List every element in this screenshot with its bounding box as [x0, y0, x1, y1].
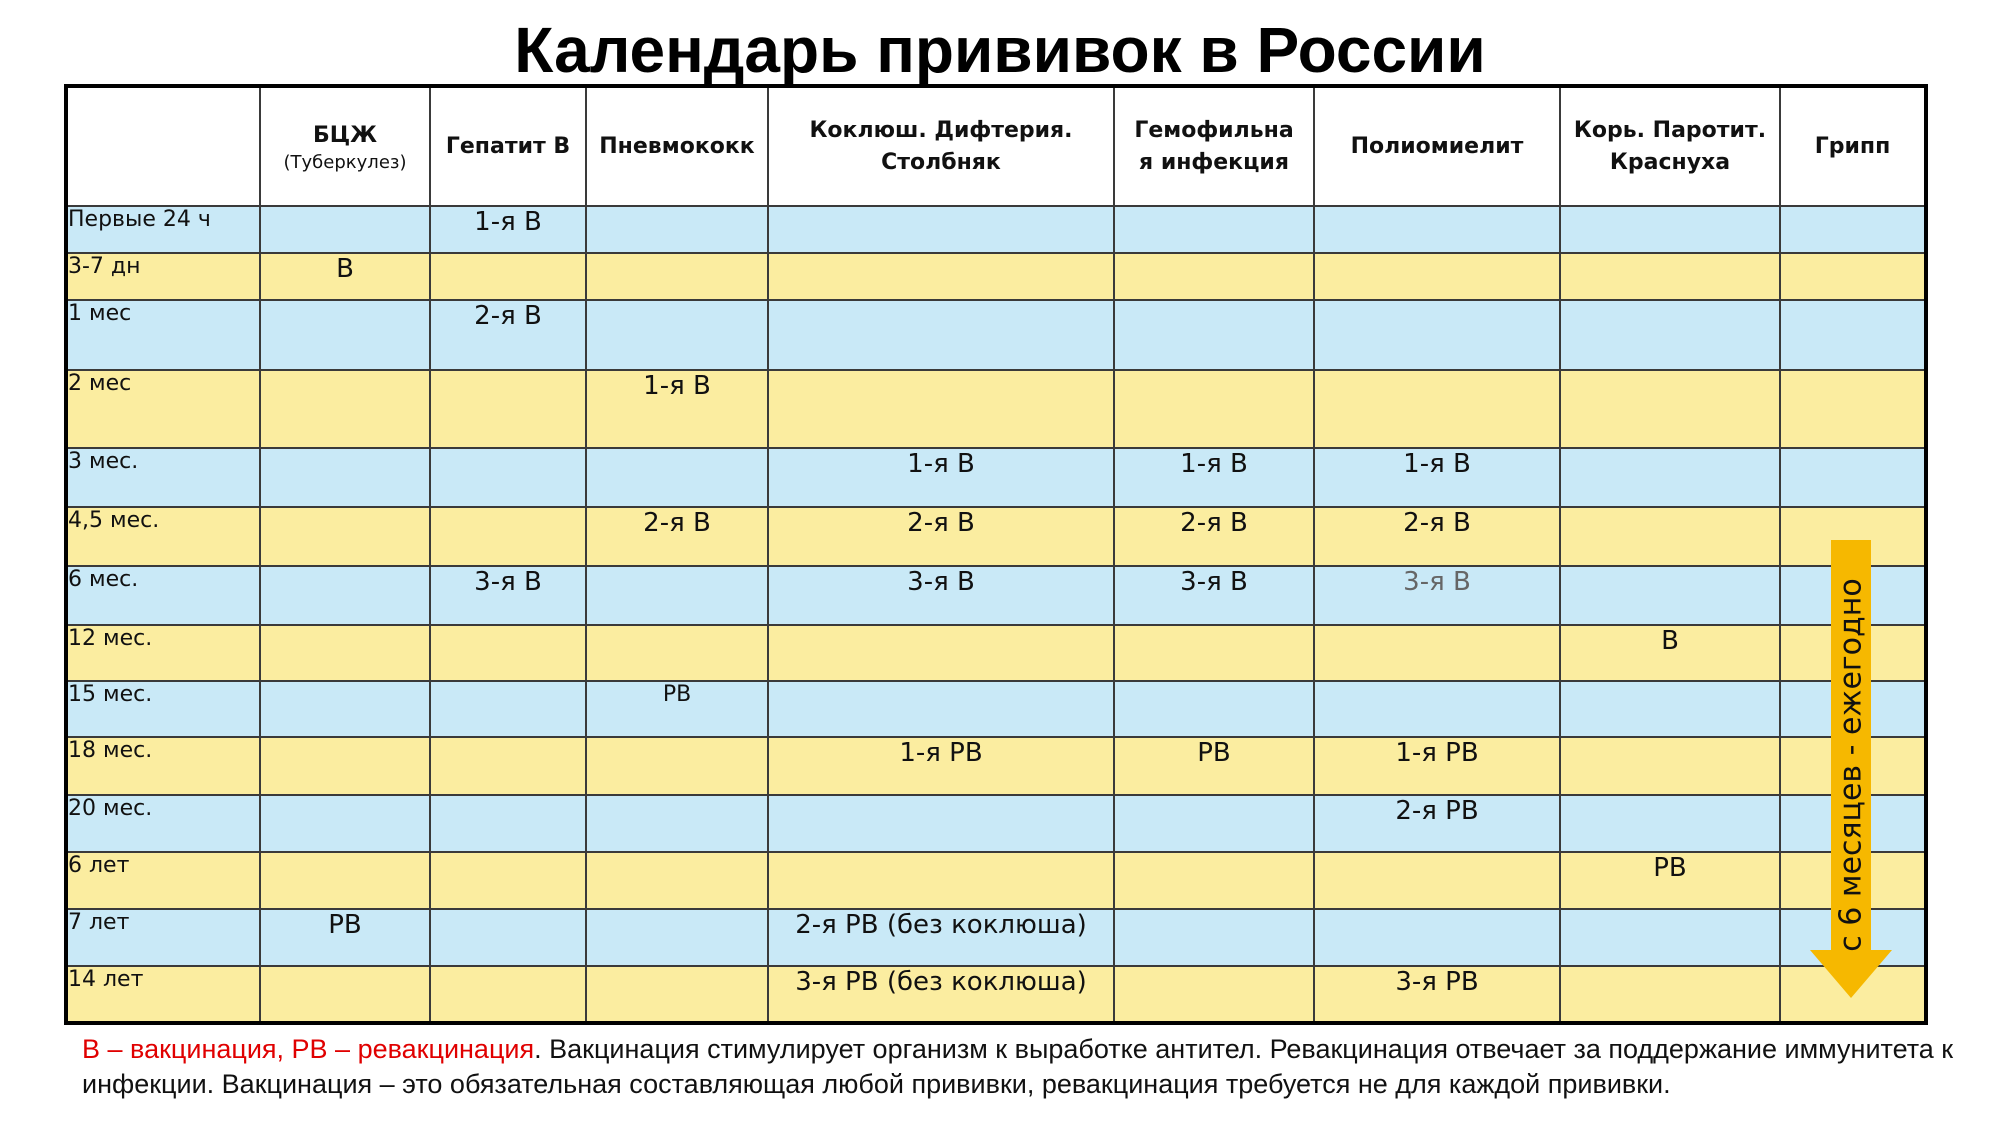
cell-pneumo [586, 300, 768, 370]
row-age: 15 мес. [66, 681, 260, 737]
cell-hib [1114, 852, 1314, 909]
cell-pneumo [586, 966, 768, 1023]
cell-mmr [1560, 206, 1780, 253]
cell-polio: 2-я РВ [1314, 795, 1560, 852]
cell-hib [1114, 966, 1314, 1023]
cell-hepb [430, 507, 586, 566]
cell-mmr [1560, 253, 1780, 300]
header-hib-line1: Гемофильна [1134, 117, 1294, 143]
footnote-text: . Вакцинация стимулирует организм к выработке антител. Ревакцинация отвечает за поддержание иммунитета к инфекции. Вакцинация – это обязательная составляющая любой прививки, ревакцинация требуется не для каждой прививки. [82, 1034, 1954, 1099]
row-age: 14 лет [66, 966, 260, 1023]
cell-dtp [768, 681, 1114, 737]
cell-mmr [1560, 507, 1780, 566]
cell-hepb: 2-я В [430, 300, 586, 370]
cell-mmr [1560, 370, 1780, 448]
cell-mmr [1560, 681, 1780, 737]
cell-hib [1114, 253, 1314, 300]
row-age: Первые 24 ч [66, 206, 260, 253]
row-age: 6 мес. [66, 566, 260, 625]
table-row [66, 507, 1926, 566]
table-row [66, 206, 1926, 253]
cell-pneumo: РВ [586, 681, 768, 737]
header-hib-line2: я инфекция [1139, 149, 1289, 175]
cell-hib [1114, 625, 1314, 681]
cell-hepb [430, 795, 586, 852]
cell-bcg [260, 566, 430, 625]
cell-hepb [430, 737, 586, 795]
cell-polio [1314, 300, 1560, 370]
row-age: 3 мес. [66, 448, 260, 507]
cell-mmr [1560, 795, 1780, 852]
cell-dtp [768, 300, 1114, 370]
cell-bcg: РВ [260, 909, 430, 966]
cell-hib: РВ [1114, 737, 1314, 795]
cell-hib [1114, 300, 1314, 370]
cell-flu [1780, 370, 1926, 448]
header-dtp [768, 86, 1114, 206]
cell-hib [1114, 795, 1314, 852]
cell-mmr [1560, 737, 1780, 795]
header-bcg [260, 86, 430, 206]
cell-flu [1780, 206, 1926, 253]
cell-dtp: 1-я РВ [768, 737, 1114, 795]
cell-dtp: 3-я РВ (без коклюша) [768, 966, 1114, 1023]
cell-dtp [768, 206, 1114, 253]
header-age [66, 86, 260, 206]
cell-bcg [260, 448, 430, 507]
cell-polio [1314, 909, 1560, 966]
cell-pneumo [586, 253, 768, 300]
cell-bcg [260, 681, 430, 737]
table-row [66, 795, 1926, 852]
header-hepb: Гепатит В [430, 86, 586, 206]
cell-bcg [260, 737, 430, 795]
cell-dtp [768, 370, 1114, 448]
cell-flu [1780, 448, 1926, 507]
cell-bcg [260, 300, 430, 370]
header-bcg-sublabel: (Туберкулез) [283, 151, 407, 173]
table-row [66, 370, 1926, 448]
table-row [66, 300, 1926, 370]
cell-dtp [768, 852, 1114, 909]
cell-bcg [260, 625, 430, 681]
cell-bcg [260, 852, 430, 909]
cell-pneumo [586, 566, 768, 625]
cell-hib [1114, 206, 1314, 253]
header-hib [1114, 86, 1314, 206]
cell-mmr [1560, 448, 1780, 507]
cell-mmr [1560, 966, 1780, 1023]
cell-mmr [1560, 566, 1780, 625]
cell-polio: 3-я В [1314, 566, 1560, 625]
header-dtp-line1: Коклюш. Дифтерия. [809, 117, 1073, 143]
footnote-legend: В – вакцинация, РВ – ревакцинация [82, 1034, 535, 1064]
cell-mmr [1560, 300, 1780, 370]
header-row [66, 86, 1926, 206]
cell-bcg [260, 507, 430, 566]
row-age: 2 мес [66, 370, 260, 448]
footnote [82, 1032, 1962, 1102]
cell-polio: 3-я РВ [1314, 966, 1560, 1023]
cell-mmr: В [1560, 625, 1780, 681]
table-row [66, 448, 1926, 507]
cell-polio [1314, 253, 1560, 300]
table-row [66, 253, 1926, 300]
flu-annual-arrow [1810, 540, 1892, 1000]
vaccination-table [64, 84, 1928, 1025]
cell-polio [1314, 852, 1560, 909]
row-age: 3-7 дн [66, 253, 260, 300]
cell-hib [1114, 681, 1314, 737]
cell-bcg: В [260, 253, 430, 300]
row-age: 6 лет [66, 852, 260, 909]
cell-mmr: РВ [1560, 852, 1780, 909]
cell-polio [1314, 625, 1560, 681]
header-dtp-line2: Столбняк [881, 149, 1001, 175]
flu-annual-label: с 6 месяцев - ежегодно [1833, 578, 1869, 952]
cell-polio [1314, 206, 1560, 253]
cell-hib [1114, 370, 1314, 448]
cell-pneumo [586, 625, 768, 681]
cell-hib: 1-я В [1114, 448, 1314, 507]
cell-pneumo [586, 852, 768, 909]
cell-dtp: 1-я В [768, 448, 1114, 507]
cell-polio [1314, 370, 1560, 448]
cell-bcg [260, 966, 430, 1023]
cell-pneumo [586, 795, 768, 852]
header-flu: Грипп [1780, 86, 1926, 206]
cell-dtp: 3-я В [768, 566, 1114, 625]
cell-dtp: 2-я В [768, 507, 1114, 566]
cell-flu [1780, 300, 1926, 370]
header-pneumo: Пневмококк [586, 86, 768, 206]
cell-polio [1314, 681, 1560, 737]
table-row [66, 909, 1926, 966]
header-mmr [1560, 86, 1780, 206]
cell-hepb [430, 625, 586, 681]
row-age: 20 мес. [66, 795, 260, 852]
cell-pneumo: 2-я В [586, 507, 768, 566]
cell-polio: 2-я В [1314, 507, 1560, 566]
cell-hepb: 1-я В [430, 206, 586, 253]
table-row [66, 852, 1926, 909]
cell-dtp: 2-я РВ (без коклюша) [768, 909, 1114, 966]
header-mmr-line1: Корь. Паротит. [1573, 117, 1767, 143]
cell-pneumo [586, 448, 768, 507]
cell-dtp [768, 253, 1114, 300]
table-row [66, 625, 1926, 681]
table-row [66, 681, 1926, 737]
table-row [66, 566, 1926, 625]
cell-hepb [430, 852, 586, 909]
cell-hib: 2-я В [1114, 507, 1314, 566]
header-polio: Полиомиелит [1314, 86, 1560, 206]
cell-pneumo [586, 206, 768, 253]
cell-hepb [430, 370, 586, 448]
cell-bcg [260, 206, 430, 253]
cell-mmr [1560, 909, 1780, 966]
cell-dtp [768, 795, 1114, 852]
cell-polio: 1-я РВ [1314, 737, 1560, 795]
cell-polio: 1-я В [1314, 448, 1560, 507]
cell-hepb: 3-я В [430, 566, 586, 625]
cell-hepb [430, 253, 586, 300]
cell-pneumo: 1-я В [586, 370, 768, 448]
cell-hepb [430, 448, 586, 507]
row-age: 4,5 мес. [66, 507, 260, 566]
row-age: 1 мес [66, 300, 260, 370]
cell-hib: 3-я В [1114, 566, 1314, 625]
cell-hepb [430, 681, 586, 737]
cell-bcg [260, 370, 430, 448]
cell-flu [1780, 253, 1926, 300]
cell-hepb [430, 909, 586, 966]
cell-pneumo [586, 737, 768, 795]
cell-hib [1114, 909, 1314, 966]
table-row [66, 737, 1926, 795]
cell-hepb [430, 966, 586, 1023]
page-title: Календарь прививок в России [514, 14, 1486, 86]
header-mmr-line2: Краснуха [1609, 149, 1731, 175]
row-age: 7 лет [66, 909, 260, 966]
cell-dtp [768, 625, 1114, 681]
row-age: 12 мес. [66, 625, 260, 681]
cell-bcg [260, 795, 430, 852]
row-age: 18 мес. [66, 737, 260, 795]
header-bcg-label: БЦЖ [312, 122, 378, 148]
cell-pneumo [586, 909, 768, 966]
table-row [66, 966, 1926, 1023]
